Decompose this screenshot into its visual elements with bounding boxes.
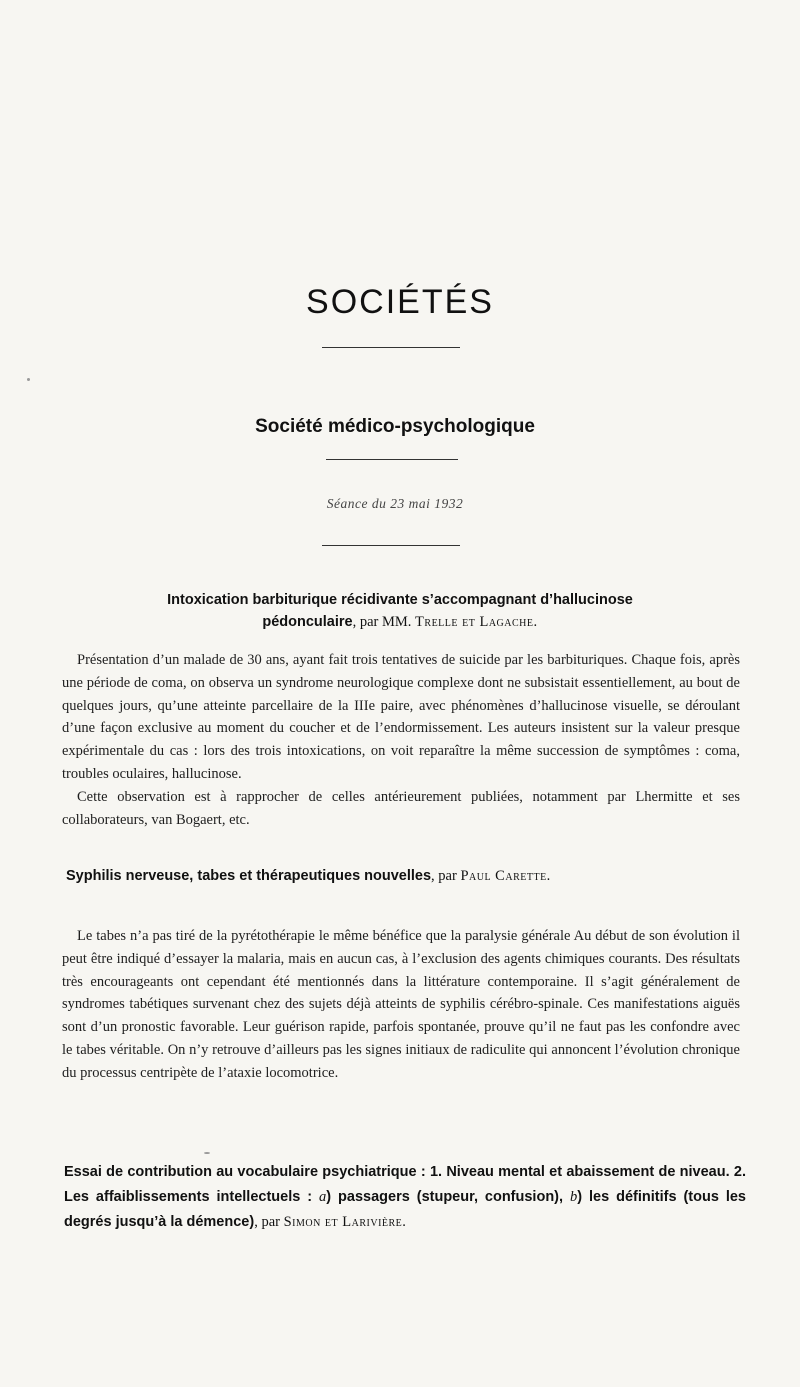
divider (326, 459, 458, 460)
paragraph-text: Le tabes n’a pas tiré de la pyrétothérapie le même bénéfice que la paralysie générale Au début de son évolution il peut être indiqué d’essayer la malaria, mais en aucun cas, à l’exclusion des agents chimiques courants. Des résultats très encourageants ont cependant été mentionnés dans la littérature contemporaine. Il s’agit généralement de syndromes tabétiques survenant chez des sujets déjà atteints de syphilis cérébro-spinale. Ces manifestations aiguës sont d’un pronostic favorable. Leur guérison rapide, parfois spontanée, prouve qu’il ne faut pas les confondre avec le tabes véritable. On n’y retrouve d’ailleurs pas les signes initiaux de radiculite qui annoncent l’évolution chronique du processus centripète de l’ataxie locomotrice. (62, 928, 740, 1081)
paragraph-text: Présentation d’un malade de 30 ans, ayant fait trois tentatives de suicide par les barbituriques. Chaque fois, après une période de coma, on observa un syndrome neurologique complexe dont ne subsistait essentiellement, au bout de quelques jours, qu’une atteinte parcellaire de la IIIe paire, avec phénomènes d’hallucinose visuelle, se déroulant d’une façon exclusive au moment du coucher et de l’endormissement. Les auteurs insistent sur la valeur presque expérimentale du cas : lors des trois intoxications, on voit reparaître la même succession de symptômes : coma, troubles oculaires, hallucinose. (62, 652, 740, 782)
divider (322, 347, 460, 348)
article-title-line: ) passagers (stupeur, confusion), (326, 1189, 570, 1205)
paragraph-text: Cette observation est à rapprocher de celles antérieurement publiées, notamment par Lhermitte et ses collaborateurs, van Bogaert, etc. (62, 788, 740, 828)
article-title-line: Essai de contribution au vocabulaire psychiatrique : 1. Niveau mental et abaissement de niveau. 2. Les affaiblissements intellectuels : (64, 1164, 746, 1205)
article-title-line: pédonculaire (262, 614, 353, 630)
byline: , par (254, 1214, 284, 1230)
authors: Simon et Larivière. (283, 1214, 407, 1230)
article-title-line: Syphilis nerveuse, tabes et thérapeutiques nouvelles (66, 868, 432, 884)
byline: , par MM. (352, 614, 416, 630)
article-paragraph (62, 649, 740, 831)
article-title-line: ) les définitifs (tous les degrés jusqu’à la démence) (64, 1189, 746, 1230)
scan-speck (27, 378, 30, 381)
article-title (60, 589, 740, 633)
article-title (66, 865, 746, 887)
authors: Paul Carette. (460, 868, 551, 884)
list-marker: a (319, 1189, 327, 1205)
society-heading: Société médico-psychologique (255, 416, 535, 437)
article-paragraph (62, 925, 740, 1085)
authors: Trelle et Lagache. (415, 614, 538, 630)
byline: , par (431, 868, 461, 884)
session-date: Séance du 23 mai 1932 (326, 496, 464, 511)
article-title (64, 1160, 746, 1235)
scan-speck (204, 1152, 210, 1154)
divider (322, 545, 460, 546)
list-marker: b (569, 1189, 578, 1205)
article-title-line: Intoxication barbiturique récidivante s’accompagnant d’hallucinose (167, 592, 633, 608)
section-title: SOCIÉTÉS (306, 283, 494, 321)
